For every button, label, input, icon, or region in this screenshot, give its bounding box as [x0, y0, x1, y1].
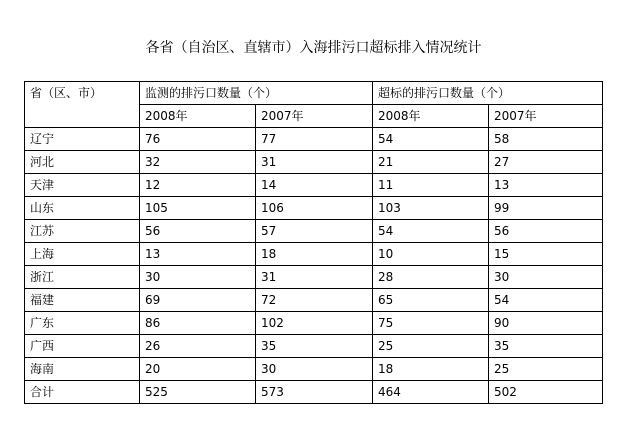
- table-row: [25, 289, 603, 312]
- region-cell: 广西: [25, 335, 140, 358]
- value-cell: 86: [140, 312, 256, 335]
- value-cell: 502: [489, 381, 603, 404]
- value-cell: 90: [489, 312, 603, 335]
- value-cell: 106: [256, 197, 373, 220]
- value-cell: 65: [373, 289, 489, 312]
- value-cell: 57: [256, 220, 373, 243]
- page-title: 各省（自治区、直辖市）入海排污口超标排入情况统计: [145, 40, 482, 56]
- value-cell: 35: [489, 335, 603, 358]
- table-row: [25, 381, 603, 404]
- table-row: [25, 174, 603, 197]
- value-cell: 58: [489, 128, 603, 151]
- value-cell: 18: [373, 358, 489, 381]
- value-cell: 31: [256, 266, 373, 289]
- value-cell: 15: [489, 243, 603, 266]
- value-cell: 25: [489, 358, 603, 381]
- region-cell: 上海: [25, 243, 140, 266]
- value-cell: 28: [373, 266, 489, 289]
- table-row: [25, 266, 603, 289]
- header-year: 2007年: [256, 105, 373, 128]
- region-cell: 河北: [25, 151, 140, 174]
- value-cell: 12: [140, 174, 256, 197]
- value-cell: 54: [373, 128, 489, 151]
- value-cell: 18: [256, 243, 373, 266]
- region-cell: 浙江: [25, 266, 140, 289]
- value-cell: 13: [140, 243, 256, 266]
- value-cell: 10: [373, 243, 489, 266]
- region-cell: 辽宁: [25, 128, 140, 151]
- value-cell: 56: [489, 220, 603, 243]
- value-cell: 464: [373, 381, 489, 404]
- header-year: 2008年: [140, 105, 256, 128]
- header-year: 2007年: [489, 105, 603, 128]
- value-cell: 20: [140, 358, 256, 381]
- table-row: [25, 335, 603, 358]
- value-cell: 27: [489, 151, 603, 174]
- value-cell: 30: [256, 358, 373, 381]
- value-cell: 13: [489, 174, 603, 197]
- region-cell: 福建: [25, 289, 140, 312]
- value-cell: 77: [256, 128, 373, 151]
- value-cell: 11: [373, 174, 489, 197]
- table-row: [25, 358, 603, 381]
- header-exceeding-outlets: 超标的排污口数量（个）: [373, 82, 603, 105]
- value-cell: 56: [140, 220, 256, 243]
- region-cell: 天津: [25, 174, 140, 197]
- table-row: [25, 197, 603, 220]
- table-row: [25, 220, 603, 243]
- statistics-table: [24, 81, 603, 404]
- header-monitored-outlets: 监测的排污口数量（个）: [140, 82, 373, 105]
- value-cell: 21: [373, 151, 489, 174]
- header-year: 2008年: [373, 105, 489, 128]
- value-cell: 525: [140, 381, 256, 404]
- value-cell: 54: [373, 220, 489, 243]
- value-cell: 14: [256, 174, 373, 197]
- region-cell: 山东: [25, 197, 140, 220]
- value-cell: 103: [373, 197, 489, 220]
- value-cell: 31: [256, 151, 373, 174]
- value-cell: 30: [489, 266, 603, 289]
- value-cell: 72: [256, 289, 373, 312]
- region-cell: 江苏: [25, 220, 140, 243]
- value-cell: 54: [489, 289, 603, 312]
- header-row-groups: [25, 82, 603, 105]
- value-cell: 75: [373, 312, 489, 335]
- value-cell: 69: [140, 289, 256, 312]
- value-cell: 573: [256, 381, 373, 404]
- table-row: [25, 312, 603, 335]
- value-cell: 76: [140, 128, 256, 151]
- region-cell: 海南: [25, 358, 140, 381]
- table-row: [25, 128, 603, 151]
- value-cell: 102: [256, 312, 373, 335]
- table-row: [25, 151, 603, 174]
- value-cell: 32: [140, 151, 256, 174]
- value-cell: 30: [140, 266, 256, 289]
- region-cell: 广东: [25, 312, 140, 335]
- region-cell: 合计: [25, 381, 140, 404]
- value-cell: 105: [140, 197, 256, 220]
- value-cell: 99: [489, 197, 603, 220]
- value-cell: 35: [256, 335, 373, 358]
- value-cell: 25: [373, 335, 489, 358]
- value-cell: 26: [140, 335, 256, 358]
- table-row: [25, 243, 603, 266]
- header-region: 省（区、市）: [25, 82, 140, 128]
